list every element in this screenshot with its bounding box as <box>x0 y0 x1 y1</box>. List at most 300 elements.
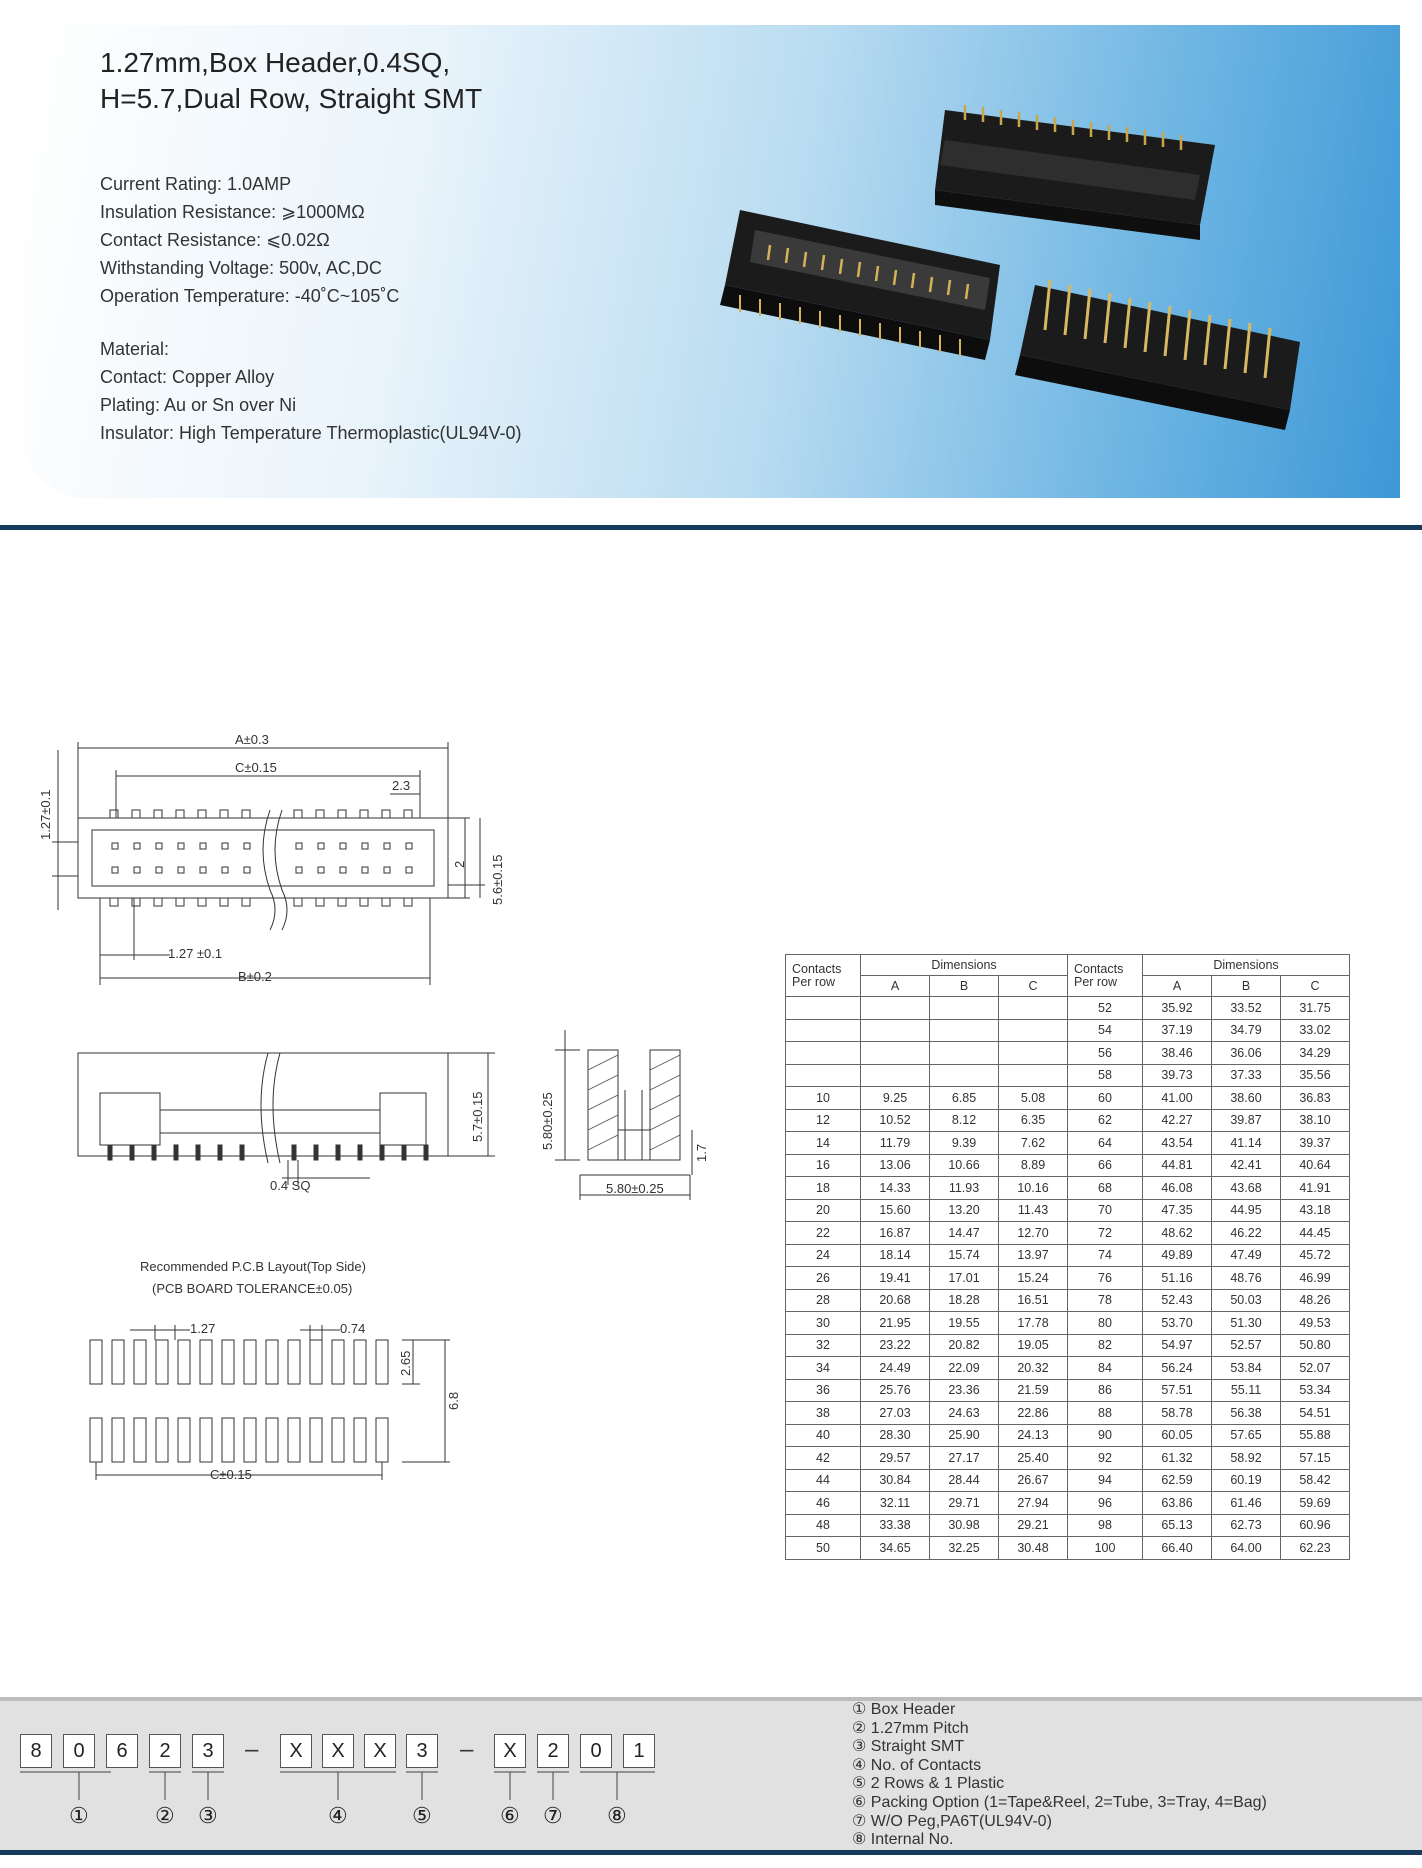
table-cell <box>861 997 930 1020</box>
table-cell: 34 <box>786 1357 861 1380</box>
table-cell: 53.34 <box>1281 1379 1350 1402</box>
table-cell: 48.62 <box>1143 1222 1212 1245</box>
spec-temperature: Operation Temperature: -40˚C~105˚C <box>100 286 400 306</box>
pn-circle-3: ③ <box>198 1803 218 1828</box>
legend-item-7: ⑦ W/O Peg,PA6T(UL94V-0) <box>852 1812 1052 1830</box>
table-cell: 68 <box>1068 1177 1143 1200</box>
table-cell: 11.93 <box>930 1177 999 1200</box>
product-photo <box>700 80 1320 440</box>
spec-current: Current Rating: 1.0AMP <box>100 174 292 194</box>
table-row <box>786 1019 1350 1042</box>
legend-item-2: ② 1.27mm Pitch <box>852 1719 969 1737</box>
dim-c-label: C±0.15 <box>235 760 277 775</box>
table-cell: 41.91 <box>1281 1177 1350 1200</box>
table-cell: 5.08 <box>999 1087 1068 1110</box>
spec-list <box>100 170 399 310</box>
legend-item-5: ⑤ 2 Rows & 1 Plastic <box>852 1775 1005 1793</box>
pn-digit-4: 2 <box>149 1734 181 1768</box>
table-cell: 35.92 <box>1143 997 1212 1020</box>
table-row <box>786 1109 1350 1132</box>
table-cell: 62.73 <box>1212 1514 1281 1537</box>
table-cell: 42.27 <box>1143 1109 1212 1132</box>
table-cell: 34.29 <box>1281 1042 1350 1065</box>
legend-item-1: ① Box Header <box>852 1701 956 1718</box>
table-cell: 37.33 <box>1212 1064 1281 1087</box>
table-cell: 17.01 <box>930 1267 999 1290</box>
table-cell: 52.07 <box>1281 1357 1350 1380</box>
table-cell: 58.92 <box>1212 1447 1281 1470</box>
table-cell: 30.84 <box>861 1469 930 1492</box>
table-cell: 48 <box>786 1514 861 1537</box>
table-cell: 22 <box>786 1222 861 1245</box>
table-cell: 61.32 <box>1143 1447 1212 1470</box>
table-cell: 16.87 <box>861 1222 930 1245</box>
connector-right-image <box>1015 280 1300 430</box>
pn-digit-8: X <box>364 1734 396 1768</box>
material-list <box>100 335 522 447</box>
pn-digit-7: X <box>322 1734 354 1768</box>
dimensions-table <box>785 954 1350 1560</box>
table-row <box>786 1537 1350 1560</box>
table-cell: 57.51 <box>1143 1379 1212 1402</box>
table-cell: 96 <box>1068 1492 1143 1515</box>
table-cell: 58.42 <box>1281 1469 1350 1492</box>
table-row <box>786 1177 1350 1200</box>
table-cell: 60 <box>1068 1087 1143 1110</box>
table-cell: 28.44 <box>930 1469 999 1492</box>
table-cell: 39.37 <box>1281 1132 1350 1155</box>
table-cell: 8.12 <box>930 1109 999 1132</box>
table-cell: 46 <box>786 1492 861 1515</box>
table-cell: 48.26 <box>1281 1289 1350 1312</box>
table-cell <box>930 1019 999 1042</box>
table-cell: 22.09 <box>930 1357 999 1380</box>
table-cell: 29.21 <box>999 1514 1068 1537</box>
table-cell: 42.41 <box>1212 1154 1281 1177</box>
table-cell: 50 <box>786 1537 861 1560</box>
table-cell: 39.87 <box>1212 1109 1281 1132</box>
dim-127h-label: 1.27 ±0.1 <box>168 946 223 961</box>
table-cell: 72 <box>1068 1222 1143 1245</box>
table-cell: 64.00 <box>1212 1537 1281 1560</box>
table-cell: 15.60 <box>861 1199 930 1222</box>
title-line-2: H=5.7,Dual Row, Straight SMT <box>100 83 483 114</box>
table-cell: 50.03 <box>1212 1289 1281 1312</box>
pn-dash-2: – <box>460 1736 474 1763</box>
material-insulator: Insulator: High Temperature Thermoplastic(UL94V-0) <box>100 423 522 443</box>
table-cell: 27.17 <box>930 1447 999 1470</box>
table-cell: 44 <box>786 1469 861 1492</box>
table-cell: 13.06 <box>861 1154 930 1177</box>
dim-56-label: 5.6±0.15 <box>490 854 505 905</box>
table-cell: 54.97 <box>1143 1334 1212 1357</box>
table-cell: 12.70 <box>999 1222 1068 1245</box>
connector-top-image <box>935 105 1215 240</box>
table-cell: 32.11 <box>861 1492 930 1515</box>
table-row <box>786 1042 1350 1065</box>
pn-circle-7: ⑦ <box>543 1803 563 1828</box>
pn-dash-1: – <box>245 1736 259 1763</box>
technical-drawing <box>30 730 510 1530</box>
table-cell: 64 <box>1068 1132 1143 1155</box>
table-cell: 36.83 <box>1281 1087 1350 1110</box>
header-per-row: Per row <box>1074 974 1118 989</box>
table-cell <box>999 1042 1068 1065</box>
table-row <box>786 1334 1350 1357</box>
table-cell: 44.95 <box>1212 1199 1281 1222</box>
table-cell: 54 <box>1068 1019 1143 1042</box>
table-row <box>786 1199 1350 1222</box>
table-cell <box>786 1019 861 1042</box>
table-cell: 98 <box>1068 1514 1143 1537</box>
table-row <box>786 1402 1350 1425</box>
table-cell: 41.00 <box>1143 1087 1212 1110</box>
legend-item-8: ⑧ Internal No. <box>852 1831 954 1849</box>
table-cell: 88 <box>1068 1402 1143 1425</box>
table-cell: 17.78 <box>999 1312 1068 1335</box>
table-body <box>786 997 1350 1560</box>
table-cell: 66.40 <box>1143 1537 1212 1560</box>
table-cell: 52.57 <box>1212 1334 1281 1357</box>
table-cell: 7.62 <box>999 1132 1068 1155</box>
pn-digit-5: 3 <box>192 1734 224 1768</box>
table-cell: 9.25 <box>861 1087 930 1110</box>
table-cell: 27.03 <box>861 1402 930 1425</box>
pn-digit-10: X <box>494 1734 526 1768</box>
table-cell: 42 <box>786 1447 861 1470</box>
table-row <box>786 1379 1350 1402</box>
dim-17-label: 1.7 <box>694 1143 709 1162</box>
table-cell: 13.97 <box>999 1244 1068 1267</box>
table-cell <box>786 997 861 1020</box>
table-cell: 14.47 <box>930 1222 999 1245</box>
table-cell: 23.36 <box>930 1379 999 1402</box>
pn-digit-3: 6 <box>106 1734 138 1768</box>
table-cell: 70 <box>1068 1199 1143 1222</box>
pn-circle-6: ⑥ <box>500 1803 520 1828</box>
table-cell: 25.40 <box>999 1447 1068 1470</box>
col-a: A <box>1143 976 1212 997</box>
table-cell: 24.13 <box>999 1424 1068 1447</box>
table-cell: 58.78 <box>1143 1402 1212 1425</box>
pn-circle-5: ⑤ <box>412 1803 432 1828</box>
table-cell: 34.65 <box>861 1537 930 1560</box>
table-cell: 78 <box>1068 1289 1143 1312</box>
table-cell: 55.88 <box>1281 1424 1350 1447</box>
legend-item-4: ④ No. of Contacts <box>852 1756 982 1774</box>
table-row <box>786 1222 1350 1245</box>
table-cell: 10 <box>786 1087 861 1110</box>
col-a: A <box>861 976 930 997</box>
table-row <box>786 1064 1350 1087</box>
table-cell: 100 <box>1068 1537 1143 1560</box>
table-cell: 35.56 <box>1281 1064 1350 1087</box>
table-cell: 10.66 <box>930 1154 999 1177</box>
table-cell: 20.82 <box>930 1334 999 1357</box>
table-cell: 56.38 <box>1212 1402 1281 1425</box>
table-cell: 19.55 <box>930 1312 999 1335</box>
legend-item-3: ③ Straight SMT <box>852 1738 965 1756</box>
table-cell <box>930 1042 999 1065</box>
table-cell: 48.76 <box>1212 1267 1281 1290</box>
header-contacts: Contacts <box>792 961 842 976</box>
header-divider <box>0 525 1422 530</box>
col-b: B <box>930 976 999 997</box>
table-cell: 15.24 <box>999 1267 1068 1290</box>
top-view-outline <box>52 742 485 985</box>
dim-23-label: 2.3 <box>392 778 411 793</box>
table-cell: 26.67 <box>999 1469 1068 1492</box>
material-contact: Contact: Copper Alloy <box>100 367 275 387</box>
col-dimensions-right: Dimensions <box>1143 955 1350 976</box>
dim-58h-label: 5.80±0.25 <box>606 1181 664 1196</box>
table-cell: 31.75 <box>1281 997 1350 1020</box>
table-cell: 18.28 <box>930 1289 999 1312</box>
table-cell: 47.49 <box>1212 1244 1281 1267</box>
table-row <box>786 1087 1350 1110</box>
dim-b-label: B±0.2 <box>238 969 272 984</box>
table-cell: 20 <box>786 1199 861 1222</box>
table-cell: 45.72 <box>1281 1244 1350 1267</box>
pn-digit-13: 1 <box>623 1734 655 1768</box>
col-contacts-per-row-left <box>786 955 861 997</box>
col-c: C <box>999 976 1068 997</box>
table-cell: 53.84 <box>1212 1357 1281 1380</box>
table-cell: 62 <box>1068 1109 1143 1132</box>
pn-digit-9: 3 <box>406 1734 438 1768</box>
table-cell: 94 <box>1068 1469 1143 1492</box>
table-cell: 62.59 <box>1143 1469 1212 1492</box>
table-cell: 61.46 <box>1212 1492 1281 1515</box>
table-cell: 44.45 <box>1281 1222 1350 1245</box>
table-cell: 33.38 <box>861 1514 930 1537</box>
pn-digit-1: 8 <box>20 1734 52 1768</box>
side-view-pins <box>108 1145 428 1160</box>
table-row <box>786 1154 1350 1177</box>
pn-digit-2: 0 <box>63 1734 95 1768</box>
table-header-row-1 <box>786 955 1350 976</box>
table-cell: 62.23 <box>1281 1537 1350 1560</box>
table-cell <box>786 1042 861 1065</box>
table-cell: 38.60 <box>1212 1087 1281 1110</box>
table-cell: 57.65 <box>1212 1424 1281 1447</box>
table-cell <box>861 1042 930 1065</box>
table-cell: 20.68 <box>861 1289 930 1312</box>
legend-item-6: ⑥ Packing Option (1=Tape&Reel, 2=Tube, 3=Tray, 4=Bag) <box>852 1793 1267 1811</box>
table-cell: 11.43 <box>999 1199 1068 1222</box>
table-cell: 60.96 <box>1281 1514 1350 1537</box>
table-cell: 30.48 <box>999 1537 1068 1560</box>
table-cell: 66 <box>1068 1154 1143 1177</box>
table-cell <box>930 997 999 1020</box>
table-cell: 51.16 <box>1143 1267 1212 1290</box>
table-cell: 47.35 <box>1143 1199 1212 1222</box>
dim-2-label: 2 <box>452 860 467 868</box>
table-cell: 80 <box>1068 1312 1143 1335</box>
table-cell <box>861 1064 930 1087</box>
pn-circle-2: ② <box>155 1803 175 1828</box>
pn-digit-11: 2 <box>537 1734 569 1768</box>
table-cell: 36.06 <box>1212 1042 1281 1065</box>
table-cell: 21.95 <box>861 1312 930 1335</box>
table-row <box>786 997 1350 1020</box>
table-cell: 49.53 <box>1281 1312 1350 1335</box>
table-cell: 34.79 <box>1212 1019 1281 1042</box>
table-cell: 30 <box>786 1312 861 1335</box>
table-cell: 18 <box>786 1177 861 1200</box>
table-cell: 60.05 <box>1143 1424 1212 1447</box>
pn-connector-lines <box>0 1770 700 1804</box>
table-cell: 57.15 <box>1281 1447 1350 1470</box>
table-cell: 20.32 <box>999 1357 1068 1380</box>
dim-a-label: A±0.3 <box>235 732 269 747</box>
table-cell: 9.39 <box>930 1132 999 1155</box>
table-cell: 24 <box>786 1244 861 1267</box>
table-cell: 16.51 <box>999 1289 1068 1312</box>
table-cell: 12 <box>786 1109 861 1132</box>
table-cell: 32 <box>786 1334 861 1357</box>
header-contacts: Contacts <box>1074 961 1124 976</box>
table-cell: 52 <box>1068 997 1143 1020</box>
table-row <box>786 1267 1350 1290</box>
table-cell: 24.63 <box>930 1402 999 1425</box>
dim-127v-label: 1.27±0.1 <box>38 789 53 840</box>
table-cell: 15.74 <box>930 1244 999 1267</box>
table-cell: 33.52 <box>1212 997 1281 1020</box>
top-view-pins <box>110 810 412 906</box>
dim-58v-label: 5.80±0.25 <box>540 1092 555 1150</box>
table-row <box>786 1447 1350 1470</box>
table-cell <box>999 1064 1068 1087</box>
product-title <box>100 45 482 117</box>
table-cell: 41.14 <box>1212 1132 1281 1155</box>
table-cell: 49.89 <box>1143 1244 1212 1267</box>
table-cell <box>999 997 1068 1020</box>
pn-digit-6: X <box>280 1734 312 1768</box>
table-cell: 10.16 <box>999 1177 1068 1200</box>
material-heading: Material: <box>100 339 170 359</box>
table-row <box>786 1132 1350 1155</box>
table-cell: 40 <box>786 1424 861 1447</box>
table-cell: 46.08 <box>1143 1177 1212 1200</box>
table-cell: 52.43 <box>1143 1289 1212 1312</box>
table-cell: 46.99 <box>1281 1267 1350 1290</box>
footer-bottom-rule <box>0 1850 1422 1855</box>
table-cell: 56.24 <box>1143 1357 1212 1380</box>
table-row <box>786 1312 1350 1335</box>
table-cell: 56 <box>1068 1042 1143 1065</box>
table-cell: 24.49 <box>861 1357 930 1380</box>
pcb-c-label: C±0.15 <box>210 1467 252 1482</box>
col-contacts-per-row-right <box>1068 955 1143 997</box>
table-cell: 55.11 <box>1212 1379 1281 1402</box>
table-cell: 32.25 <box>930 1537 999 1560</box>
pcb-68-label: 6.8 <box>446 1391 461 1410</box>
table-row <box>786 1357 1350 1380</box>
table-cell: 38 <box>786 1402 861 1425</box>
table-cell: 25.76 <box>861 1379 930 1402</box>
table-cell: 39.73 <box>1143 1064 1212 1087</box>
table-cell: 74 <box>1068 1244 1143 1267</box>
table-row <box>786 1514 1350 1537</box>
table-cell: 54.51 <box>1281 1402 1350 1425</box>
pcb-074-label: 0.74 <box>340 1321 366 1336</box>
table-cell: 53.70 <box>1143 1312 1212 1335</box>
pcb-127-label: 1.27 <box>190 1321 216 1336</box>
pcb-layout <box>90 1325 450 1480</box>
table-cell: 6.85 <box>930 1087 999 1110</box>
dim-57-label: 5.7±0.15 <box>470 1091 485 1142</box>
table-cell: 30.98 <box>930 1514 999 1537</box>
table-cell <box>861 1019 930 1042</box>
table-cell: 60.19 <box>1212 1469 1281 1492</box>
table-cell: 43.18 <box>1281 1199 1350 1222</box>
pcb-tolerance: (PCB BOARD TOLERANCE±0.05) <box>152 1281 353 1296</box>
table-cell: 50.80 <box>1281 1334 1350 1357</box>
table-cell <box>999 1019 1068 1042</box>
table-cell: 33.02 <box>1281 1019 1350 1042</box>
table-cell: 16 <box>786 1154 861 1177</box>
spec-insulation: Insulation Resistance: ⩾1000MΩ <box>100 202 365 222</box>
table-cell: 14 <box>786 1132 861 1155</box>
cross-section-drawing <box>520 1010 710 1220</box>
table-cell: 43.54 <box>1143 1132 1212 1155</box>
table-cell: 51.30 <box>1212 1312 1281 1335</box>
table-cell: 92 <box>1068 1447 1143 1470</box>
table-cell: 36 <box>786 1379 861 1402</box>
table-cell: 28.30 <box>861 1424 930 1447</box>
table-cell: 44.81 <box>1143 1154 1212 1177</box>
header-per-row: Per row <box>792 974 836 989</box>
table-cell: 29.57 <box>861 1447 930 1470</box>
col-b: B <box>1212 976 1281 997</box>
table-cell: 14.33 <box>861 1177 930 1200</box>
table-cell: 76 <box>1068 1267 1143 1290</box>
part-number-legend <box>852 1701 1267 1850</box>
table-cell <box>786 1064 861 1087</box>
table-cell: 86 <box>1068 1379 1143 1402</box>
spec-contact-resistance: Contact Resistance: ⩽0.02Ω <box>100 230 330 250</box>
title-line-1: 1.27mm,Box Header,0.4SQ, <box>100 47 451 78</box>
table-row <box>786 1424 1350 1447</box>
table-cell: 26 <box>786 1267 861 1290</box>
table-cell: 29.71 <box>930 1492 999 1515</box>
table-cell: 21.59 <box>999 1379 1068 1402</box>
table-cell: 19.05 <box>999 1334 1068 1357</box>
table-cell: 8.89 <box>999 1154 1068 1177</box>
table-cell: 58 <box>1068 1064 1143 1087</box>
table-cell: 40.64 <box>1281 1154 1350 1177</box>
col-dimensions-left: Dimensions <box>861 955 1068 976</box>
table-cell: 22.86 <box>999 1402 1068 1425</box>
table-row <box>786 1469 1350 1492</box>
table-cell: 19.41 <box>861 1267 930 1290</box>
pcb-265-label: 2.65 <box>398 1350 413 1376</box>
table-cell: 25.90 <box>930 1424 999 1447</box>
table-cell: 10.52 <box>861 1109 930 1132</box>
table-cell: 63.86 <box>1143 1492 1212 1515</box>
table-row <box>786 1244 1350 1267</box>
pn-circle-1: ① <box>69 1803 89 1828</box>
dim-04sq-label: 0.4 SQ <box>270 1178 311 1193</box>
pn-circle-4: ④ <box>328 1803 348 1828</box>
table-cell: 59.69 <box>1281 1492 1350 1515</box>
pcb-title: Recommended P.C.B Layout(Top Side) <box>140 1259 366 1274</box>
table-cell: 38.46 <box>1143 1042 1212 1065</box>
spec-voltage: Withstanding Voltage: 500v, AC,DC <box>100 258 382 278</box>
material-plating: Plating: Au or Sn over Ni <box>100 395 297 415</box>
pn-circle-8: ⑧ <box>607 1803 627 1828</box>
